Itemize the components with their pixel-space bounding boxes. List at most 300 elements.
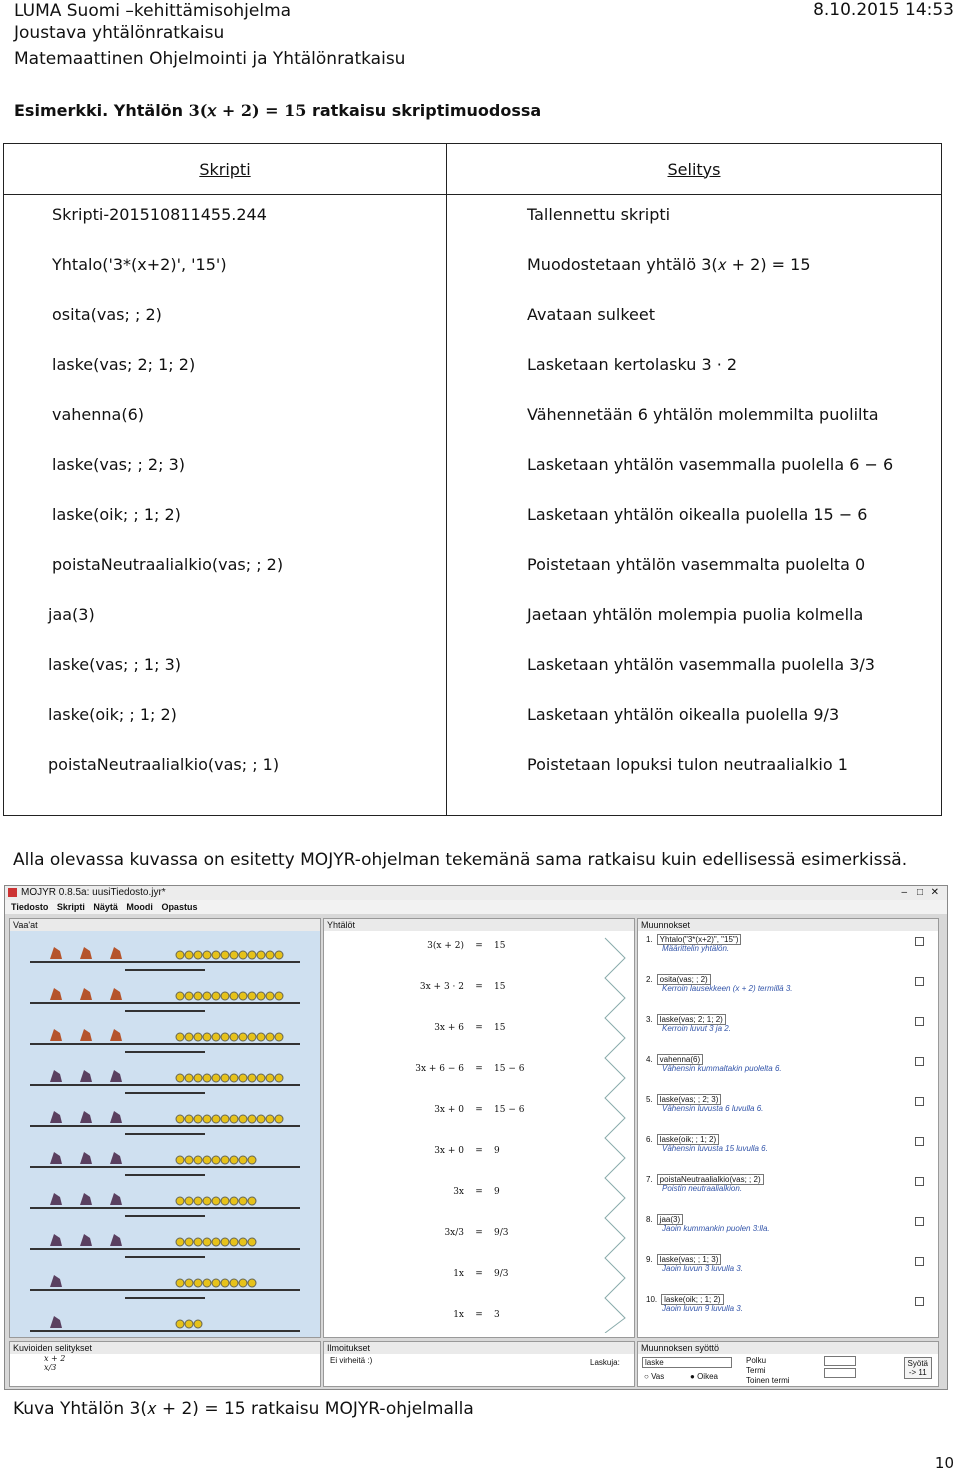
mojyr-screenshot [4, 885, 948, 1390]
script-line: laske(vas; ; 1; 3) [48, 655, 182, 674]
variable-shape [50, 1029, 62, 1041]
variable-shape [50, 1234, 62, 1246]
transformation-number: 8. [646, 1215, 653, 1224]
weight-unit [248, 992, 256, 1000]
transformation-checkbox[interactable] [915, 1257, 924, 1266]
weight-unit [239, 1156, 247, 1164]
equation-left: 3x [453, 1187, 464, 1197]
transformation-checkbox[interactable] [915, 1097, 924, 1106]
equation-row [384, 941, 505, 951]
scale-beam [30, 1043, 300, 1045]
equation-right: 9 [494, 1146, 500, 1156]
scale-beam [30, 1289, 300, 1291]
explanation-line: Tallennettu skripti [527, 205, 671, 224]
weight-unit [248, 1279, 256, 1287]
weight-unit [230, 951, 238, 959]
transformation-command: osita(vas; ; 2) [657, 974, 711, 985]
weight-unit [239, 1279, 247, 1287]
transformation-description: Vähensin kummaltakin puolelta 6. [662, 1064, 782, 1073]
field-termi[interactable] [824, 1356, 856, 1366]
weight-unit [275, 1033, 283, 1041]
weight-unit [275, 1074, 283, 1082]
option-labels [746, 1356, 790, 1386]
weight-unit [212, 1197, 220, 1205]
weight-unit [248, 1115, 256, 1123]
variable-shape [50, 1111, 62, 1123]
equation-row [384, 1146, 500, 1156]
weight-unit [248, 1033, 256, 1041]
weight-unit [185, 1320, 193, 1328]
equals-sign: = [475, 941, 483, 951]
command-select[interactable]: laske [642, 1357, 732, 1368]
explanation-line: Jaetaan yhtälön molempia puolia kolmella [527, 605, 864, 624]
equation-row [384, 1269, 508, 1279]
radio-oik-label: Oikea [697, 1372, 718, 1381]
page-number: 10 [934, 1454, 954, 1472]
messages-panel-title: Ilmoitukset [324, 1342, 634, 1354]
transformation-number: 3. [646, 1015, 653, 1024]
title-suffix: ratkaisu skriptimuodossa [306, 101, 542, 120]
variable-shape [50, 947, 62, 959]
weight-unit [203, 1238, 211, 1246]
script-line: osita(vas; ; 2) [52, 305, 162, 324]
equation-right: 15 [494, 982, 506, 992]
weight-unit [176, 1156, 184, 1164]
equation-left: 3x + 0 [434, 1146, 464, 1156]
weight-unit [185, 1197, 193, 1205]
transformation-description: Vähensin luvusta 15 luvulla 6. [662, 1144, 768, 1153]
variable-shape [80, 947, 92, 959]
input-panel-title: Muunnoksen syöttö [638, 1342, 938, 1354]
transformation-description: Määrittelin yhtälön. [662, 944, 730, 953]
scale-base [125, 1256, 205, 1258]
header-line1: LUMA Suomi –kehittämisohjelma [14, 1, 292, 21]
transformation-command: laske(vas; 2; 1; 2) [657, 1014, 726, 1025]
equals-sign: = [475, 1105, 483, 1115]
weight-unit [266, 992, 274, 1000]
script-line: vahenna(6) [52, 405, 145, 424]
equation-right: 15 [494, 941, 506, 951]
scale-base [125, 969, 205, 971]
messages-text: Ei virheitä :) [330, 1356, 373, 1365]
transformation-number: 10. [646, 1295, 658, 1304]
transformation-number: 7. [646, 1175, 653, 1184]
weight-unit [212, 992, 220, 1000]
explanation-line: Lasketaan yhtälön oikealla puolella 9/3 [527, 705, 840, 724]
title-prefix: Esimerkki. Yhtälön [14, 101, 189, 120]
equation-left: 3(x + 2) [427, 941, 464, 951]
weight-unit [257, 1074, 265, 1082]
equation-left: 1x [453, 1269, 464, 1279]
caption-intro: Alla olevassa kuvassa on esitetty MOJYR-ohjelman tekemänä sama ratkaisu kuin edellisessä esimerkissä. [13, 850, 908, 870]
option-polku: Polku [746, 1356, 767, 1365]
transformation-checkbox[interactable] [915, 937, 924, 946]
scale-beam [30, 1125, 300, 1127]
figure-caption: Kuva Yhtälön 3(𝑥 + 2) = 15 ratkaisu MOJYR-ohjelmalla [13, 1399, 474, 1419]
transformation-item[interactable] [646, 1095, 763, 1113]
weight-unit [239, 1238, 247, 1246]
transformation-checkbox[interactable] [915, 1217, 924, 1226]
transformations-panel-title: Muunnokset [638, 919, 938, 931]
weight-unit [221, 992, 229, 1000]
explanation-line: Lasketaan kertolasku 3 · 2 [527, 355, 738, 374]
weight-unit [266, 1115, 274, 1123]
transformation-checkbox[interactable] [915, 1297, 924, 1306]
weight-unit [176, 1238, 184, 1246]
transformation-checkbox[interactable] [915, 1137, 924, 1146]
weight-unit [248, 1156, 256, 1164]
weight-unit [176, 1197, 184, 1205]
weight-unit [185, 1279, 193, 1287]
script-table [3, 143, 942, 816]
weight-unit [176, 1033, 184, 1041]
equals-sign: = [475, 1023, 483, 1033]
menu-tiedosto[interactable]: Tiedosto [11, 902, 49, 912]
app-title: MOJYR 0.8.5a: uusiTiedosto.jyr* [21, 887, 166, 898]
weight-unit [203, 1279, 211, 1287]
transformation-number: 9. [646, 1255, 653, 1264]
equation-left: 3x + 0 [434, 1105, 464, 1115]
scale-base [125, 1174, 205, 1176]
scales-panel [9, 918, 321, 1338]
submit-button-step: -> 11 [908, 1368, 927, 1377]
weight-unit [176, 992, 184, 1000]
equations-panel-title: Yhtälöt [324, 919, 634, 931]
weight-unit [221, 1156, 229, 1164]
legend-item-2: x/3 [44, 1363, 57, 1372]
transformation-description: Kerroin lausekkeen (x + 2) termillä 3. [662, 984, 793, 993]
header-line2: Joustava yhtälönratkaisu [14, 23, 225, 43]
weight-unit [257, 992, 265, 1000]
weight-unit [248, 951, 256, 959]
scale-beam [30, 1330, 300, 1332]
equation-row [384, 982, 505, 992]
transformation-number: 5. [646, 1095, 653, 1104]
scales-drawing [10, 931, 320, 1335]
transformation-item[interactable] [646, 1255, 743, 1273]
weight-unit [230, 1197, 238, 1205]
equation-right: 9 [494, 1187, 500, 1197]
equation-right: 9/3 [494, 1228, 509, 1238]
weight-unit [176, 951, 184, 959]
transformation-item[interactable] [646, 1215, 770, 1233]
input-panel [637, 1341, 939, 1387]
script-line: laske(oik; ; 1; 2) [52, 505, 181, 524]
transformation-command: jaa(3) [657, 1214, 683, 1225]
weight-unit [194, 1279, 202, 1287]
weight-unit [176, 1279, 184, 1287]
weight-unit [212, 1074, 220, 1082]
maximize-icon[interactable]: □ [916, 887, 923, 898]
weight-unit [203, 992, 211, 1000]
variable-shape [50, 988, 62, 1000]
transformation-command: laske(vas; ; 1; 3) [657, 1254, 722, 1265]
transformation-checkbox[interactable] [915, 977, 924, 986]
weight-unit [275, 992, 283, 1000]
transformation-number: 1. [646, 935, 653, 944]
transformation-item[interactable] [646, 1295, 743, 1313]
weight-unit [203, 1197, 211, 1205]
weight-unit [257, 1115, 265, 1123]
weight-unit [176, 1074, 184, 1082]
weight-unit [257, 951, 265, 959]
menu-skripti[interactable]: Skripti [56, 902, 85, 912]
weight-unit [185, 1033, 193, 1041]
script-column [4, 195, 446, 815]
equals-sign: = [475, 982, 483, 992]
close-icon[interactable]: ✕ [930, 887, 939, 898]
equation-row [384, 1310, 500, 1320]
menu-moodi[interactable]: Moodi [126, 902, 153, 912]
scale-beam [30, 1166, 300, 1168]
weight-unit [230, 1033, 238, 1041]
weight-unit [239, 1033, 247, 1041]
equation-row [384, 1187, 500, 1197]
equals-sign: = [475, 1146, 483, 1156]
weight-unit [266, 951, 274, 959]
weight-unit [230, 992, 238, 1000]
weight-unit [275, 1115, 283, 1123]
submit-button-label: Syötä [907, 1359, 928, 1368]
scale-base [125, 1133, 205, 1135]
arrows-drawing [600, 933, 630, 1333]
weight-unit [221, 1115, 229, 1123]
weight-unit [230, 1115, 238, 1123]
equation-left: 3x + 6 − 6 [415, 1064, 464, 1074]
transformation-command: vahenna(6) [657, 1054, 703, 1065]
equation-row [384, 1105, 524, 1115]
transformation-number: 4. [646, 1055, 653, 1064]
transformation-description: Jaoin luvun 3 luvulla 3. [662, 1264, 743, 1273]
equals-sign: = [475, 1310, 483, 1320]
transformation-item[interactable] [646, 1055, 782, 1073]
weight-unit [194, 1115, 202, 1123]
transformation-item[interactable] [646, 935, 741, 953]
transformation-item[interactable] [646, 1015, 731, 1033]
weight-unit [221, 951, 229, 959]
equation-left: 3x + 6 [434, 1023, 464, 1033]
variable-shape [80, 1029, 92, 1041]
explanation-line: Lasketaan yhtälön oikealla puolella 15 − 6 [527, 505, 868, 524]
equations-panel [323, 918, 635, 1338]
equals-sign: = [475, 1269, 483, 1279]
menu-nayta[interactable]: Näytä [93, 902, 118, 912]
weight-unit [185, 1074, 193, 1082]
submit-button[interactable] [904, 1357, 932, 1379]
radio-oik[interactable]: ● Oikea [690, 1372, 718, 1381]
app-logo-icon [8, 888, 17, 897]
scale-beam [30, 961, 300, 963]
weight-unit [203, 1156, 211, 1164]
weight-unit [194, 951, 202, 959]
variable-shape [50, 1316, 62, 1328]
scales-panel-title: Vaa'at [10, 919, 320, 931]
variable-shape [110, 1029, 122, 1041]
weight-unit [221, 1238, 229, 1246]
equation-left: 1x [453, 1310, 464, 1320]
transformation-description: Poistin neutraalialkion. [662, 1184, 743, 1193]
weight-unit [239, 1115, 247, 1123]
equals-sign: = [475, 1064, 483, 1074]
weight-unit [257, 1033, 265, 1041]
weight-unit [185, 1238, 193, 1246]
weight-unit [239, 1074, 247, 1082]
variable-shape [110, 1193, 122, 1205]
transformation-item[interactable] [646, 975, 793, 993]
transformations-panel [637, 918, 939, 1338]
col-header-script: Skripti [4, 144, 447, 195]
scale-beam [30, 1248, 300, 1250]
transformation-checkbox[interactable] [915, 1057, 924, 1066]
script-line: laske(vas; ; 2; 3) [52, 455, 186, 474]
equation-right: 15 [494, 1023, 506, 1033]
weight-unit [221, 1197, 229, 1205]
title-equation: 3(𝑥 + 2) = 15 [188, 101, 307, 120]
script-line: jaa(3) [48, 605, 95, 624]
explanation-line: Poistetaan lopuksi tulon neutraalialkio 1 [527, 755, 848, 774]
header-line3: Matemaattinen Ohjelmointi ja Yhtälönratkaisu [14, 49, 406, 69]
scale-base [125, 1051, 205, 1053]
transformation-checkbox[interactable] [915, 1017, 924, 1026]
minimize-icon[interactable]: – [901, 887, 907, 898]
variable-shape [80, 1152, 92, 1164]
explanation-line: Avataan sulkeet [527, 305, 655, 324]
scale-beam [30, 1002, 300, 1004]
explanation-line: Muodostetaan yhtälö 3(𝑥 + 2) = 15 [527, 255, 811, 274]
weight-unit [230, 1156, 238, 1164]
app-titlebar [5, 886, 947, 900]
col-header-explanation: Selitys [447, 144, 942, 195]
messages-panel [323, 1341, 635, 1387]
weight-unit [176, 1320, 184, 1328]
scale-beam [30, 1207, 300, 1209]
variable-shape [80, 988, 92, 1000]
weight-unit [221, 1033, 229, 1041]
variable-shape [110, 947, 122, 959]
weight-unit [230, 1074, 238, 1082]
transformation-description: Kerroin luvut 3 ja 2. [662, 1024, 731, 1033]
weight-unit [230, 1238, 238, 1246]
scale-base [125, 1297, 205, 1299]
transformation-description: Jaoin luvun 9 luvulla 3. [662, 1304, 743, 1313]
transformation-command: laske(oik; ; 1; 2) [661, 1294, 723, 1305]
weight-unit [221, 1074, 229, 1082]
weight-unit [194, 992, 202, 1000]
transformation-checkbox[interactable] [915, 1177, 924, 1186]
header-date: 8.10.2015 14:53 [813, 0, 954, 20]
weight-unit [248, 1074, 256, 1082]
explanation-line: Lasketaan yhtälön vasemmalla puolella 6 − 6 [527, 455, 894, 474]
transformation-command: poistaNeutraalialkio(vas; ; 2) [657, 1174, 764, 1185]
weight-unit [203, 951, 211, 959]
explanation-line: Lasketaan yhtälön vasemmalla puolella 3/3 [527, 655, 875, 674]
variable-shape [110, 1111, 122, 1123]
variable-shape [50, 1152, 62, 1164]
weight-unit [212, 1156, 220, 1164]
scale-base [125, 1010, 205, 1012]
transformation-item[interactable] [646, 1135, 768, 1153]
equation-row [384, 1064, 524, 1074]
scale-base [125, 1215, 205, 1217]
variable-shape [110, 1234, 122, 1246]
menu-opastus[interactable]: Opastus [161, 902, 198, 912]
weight-unit [266, 1033, 274, 1041]
weight-unit [248, 1197, 256, 1205]
weight-unit [203, 1115, 211, 1123]
option-toinen-termi: Toinen termi [746, 1376, 790, 1385]
weight-unit [266, 1074, 274, 1082]
scale-beam [30, 1084, 300, 1086]
variable-shape [110, 1152, 122, 1164]
weight-unit [230, 1279, 238, 1287]
scale-base [125, 1092, 205, 1094]
weight-unit [212, 1238, 220, 1246]
weight-unit [194, 1074, 202, 1082]
script-line: poistaNeutraalialkio(vas; ; 2) [52, 555, 284, 574]
weight-unit [239, 951, 247, 959]
transformation-number: 2. [646, 975, 653, 984]
weight-unit [212, 1033, 220, 1041]
transformation-command: laske(vas; ; 2; 3) [657, 1094, 722, 1105]
variable-shape [80, 1070, 92, 1082]
weight-unit [176, 1115, 184, 1123]
equals-sign: = [475, 1187, 483, 1197]
explanation-line: Poistetaan yhtälön vasemmalta puolelta 0 [527, 555, 866, 574]
variable-shape [50, 1070, 62, 1082]
equation-right: 15 − 6 [494, 1105, 525, 1115]
legend-panel-title: Kuvioiden selitykset [10, 1342, 320, 1354]
equals-sign: = [475, 1228, 483, 1238]
weight-unit [212, 1115, 220, 1123]
script-line: Yhtalo('3*(x+2)', '15') [52, 255, 227, 274]
weight-unit [194, 1238, 202, 1246]
variable-shape [80, 1111, 92, 1123]
explanation-column [447, 195, 941, 815]
weight-unit [185, 951, 193, 959]
equation-row [384, 1023, 505, 1033]
script-line: Skripti-201510811455.244 [52, 205, 267, 224]
script-line: laske(oik; ; 1; 2) [48, 705, 177, 724]
variable-shape [50, 1193, 62, 1205]
transformation-description: Vähensin luvusta 6 luvulla 6. [662, 1104, 764, 1113]
count-label: Laskuja: [590, 1358, 620, 1367]
script-line: poistaNeutraalialkio(vas; ; 1) [48, 755, 280, 774]
script-line: laske(vas; 2; 1; 2) [52, 355, 196, 374]
weight-unit [203, 1033, 211, 1041]
transformation-item[interactable] [646, 1175, 764, 1193]
field-toinen-termi[interactable] [824, 1368, 856, 1378]
radio-vas[interactable]: ○ Vas [644, 1372, 665, 1381]
weight-unit [185, 1156, 193, 1164]
weight-unit [221, 1279, 229, 1287]
weight-unit [185, 1115, 193, 1123]
legend-panel [9, 1341, 321, 1387]
weight-unit [194, 1197, 202, 1205]
equation-right: 15 − 6 [494, 1064, 525, 1074]
variable-shape [110, 988, 122, 1000]
transformation-number: 6. [646, 1135, 653, 1144]
weight-unit [194, 1033, 202, 1041]
app-menubar [5, 900, 947, 914]
variable-shape [110, 1070, 122, 1082]
weight-unit [194, 1156, 202, 1164]
equation-left: 3x + 3 · 2 [419, 982, 464, 992]
weight-unit [248, 1238, 256, 1246]
transformation-command: laske(oik; ; 1; 2) [657, 1134, 719, 1145]
weight-unit [212, 1279, 220, 1287]
weight-unit [203, 1074, 211, 1082]
transformation-command: Yhtalo("3*(x+2)", "15") [657, 934, 742, 945]
